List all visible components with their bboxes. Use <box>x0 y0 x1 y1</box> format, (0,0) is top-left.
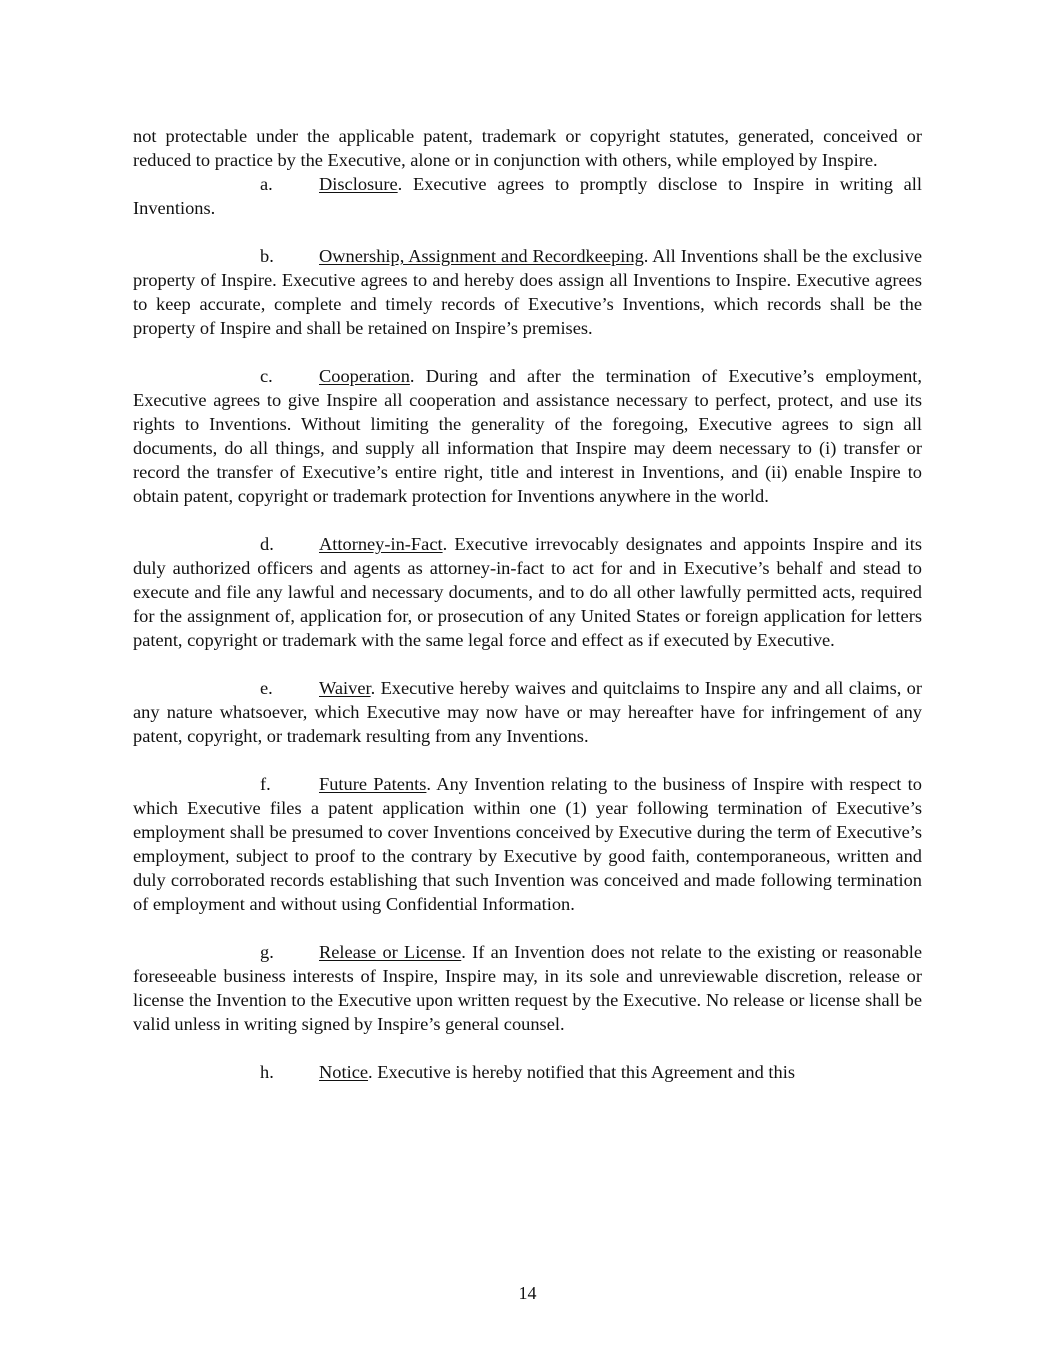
section-text: . Executive hereby waives and quitclaims to Inspire any and all claims, or any nature whatsoever, which Executive may now have or may hereafter have for infringement of any patent, copyright, or trademark resulting from any Inventions. <box>133 678 922 746</box>
section-letter: h. <box>260 1062 274 1082</box>
section-letter: f. <box>260 774 271 794</box>
section-f <box>133 772 922 916</box>
section-letter: b. <box>260 246 274 266</box>
section-text: . Any Invention relating to the business of Inspire with respect to which Executive files a patent application within one (1) year following termination of Executive’s employment shall be presumed to cover Inventions conceived by Executive during the term of Executive’s employment, subject to proof to the contrary by Executive by good faith, contemporaneous, written and duly corroborated records establishing that such Invention was conceived and made following termination of employment and without using Confidential Information. <box>133 774 922 914</box>
section-g <box>133 940 922 1036</box>
section-h <box>133 1060 922 1084</box>
section-heading: Cooperation <box>319 366 410 386</box>
section-letter: c. <box>260 366 273 386</box>
section-c <box>133 364 922 508</box>
section-heading: Waiver <box>319 678 371 698</box>
section-heading: Release or License <box>319 942 462 962</box>
section-letter: d. <box>260 534 274 554</box>
section-text: . During and after the termination of Executive’s employment, Executive agrees to give Inspire all cooperation and assistance necessary to perfect, protect, and use its rights to Inventions. Without limiting the generality of the foregoing, Executive agrees to sign all documents, do all things, and supply all information that Inspire may deem necessary to (i) transfer or record the transfer of Executive’s entire right, title and interest in Inventions, and (ii) enable Inspire to obtain patent, copyright or trademark protection for Inventions anywhere in the world. <box>133 366 922 506</box>
section-letter: g. <box>260 942 274 962</box>
section-letter: a. <box>260 174 273 194</box>
section-letter: e. <box>260 678 273 698</box>
page-number: 14 <box>518 1283 537 1303</box>
section-heading: Disclosure <box>319 174 398 194</box>
section-heading: Attorney-in-Fact <box>319 534 443 554</box>
document-body <box>133 124 922 1084</box>
section-text: . Executive irrevocably designates and appoints Inspire and its duly authorized officers and agents as attorney-in-fact to act for and in Executive’s behalf and stead to execute and file any lawful and necessary documents, and to do all other lawfully permitted acts, required for the assignment of, application for, or prosecution of any United States or foreign application for letters patent, copyright or trademark with the same legal force and effect as if executed by Executive. <box>133 534 922 650</box>
section-e <box>133 676 922 748</box>
section-text: . Executive is hereby notified that this Agreement and this <box>368 1062 795 1082</box>
section-heading: Notice <box>319 1062 369 1082</box>
section-heading: Ownership, Assignment and Recordkeeping <box>319 246 644 266</box>
intro-paragraph: not protectable under the applicable patent, trademark or copyright statutes, generated, conceived or reduced to practice by the Executive, alone or in conjunction with others, while employed by Inspire. <box>133 126 922 170</box>
section-b <box>133 244 922 340</box>
section-a <box>133 172 922 220</box>
section-text: . If an Invention does not relate to the existing or reasonable foreseeable business interests of Inspire, Inspire may, in its sole and unreviewable discretion, release or license the Invention to the Executive upon written request by the Executive. No release or license shall be valid unless in writing signed by Inspire’s general counsel. <box>133 942 922 1034</box>
section-d <box>133 532 922 652</box>
section-text: . Executive agrees to promptly disclose to Inspire in writing all Inventions. <box>133 174 922 218</box>
section-text: . All Inventions shall be the exclusive property of Inspire. Executive agrees to and hereby does assign all Inventions to Inspire. Executive agrees to keep accurate, complete and timely records of Executive’s Inventions, which records shall be the property of Inspire and shall be retained on Inspire’s premises. <box>133 246 922 338</box>
section-heading: Future Patents <box>319 774 427 794</box>
